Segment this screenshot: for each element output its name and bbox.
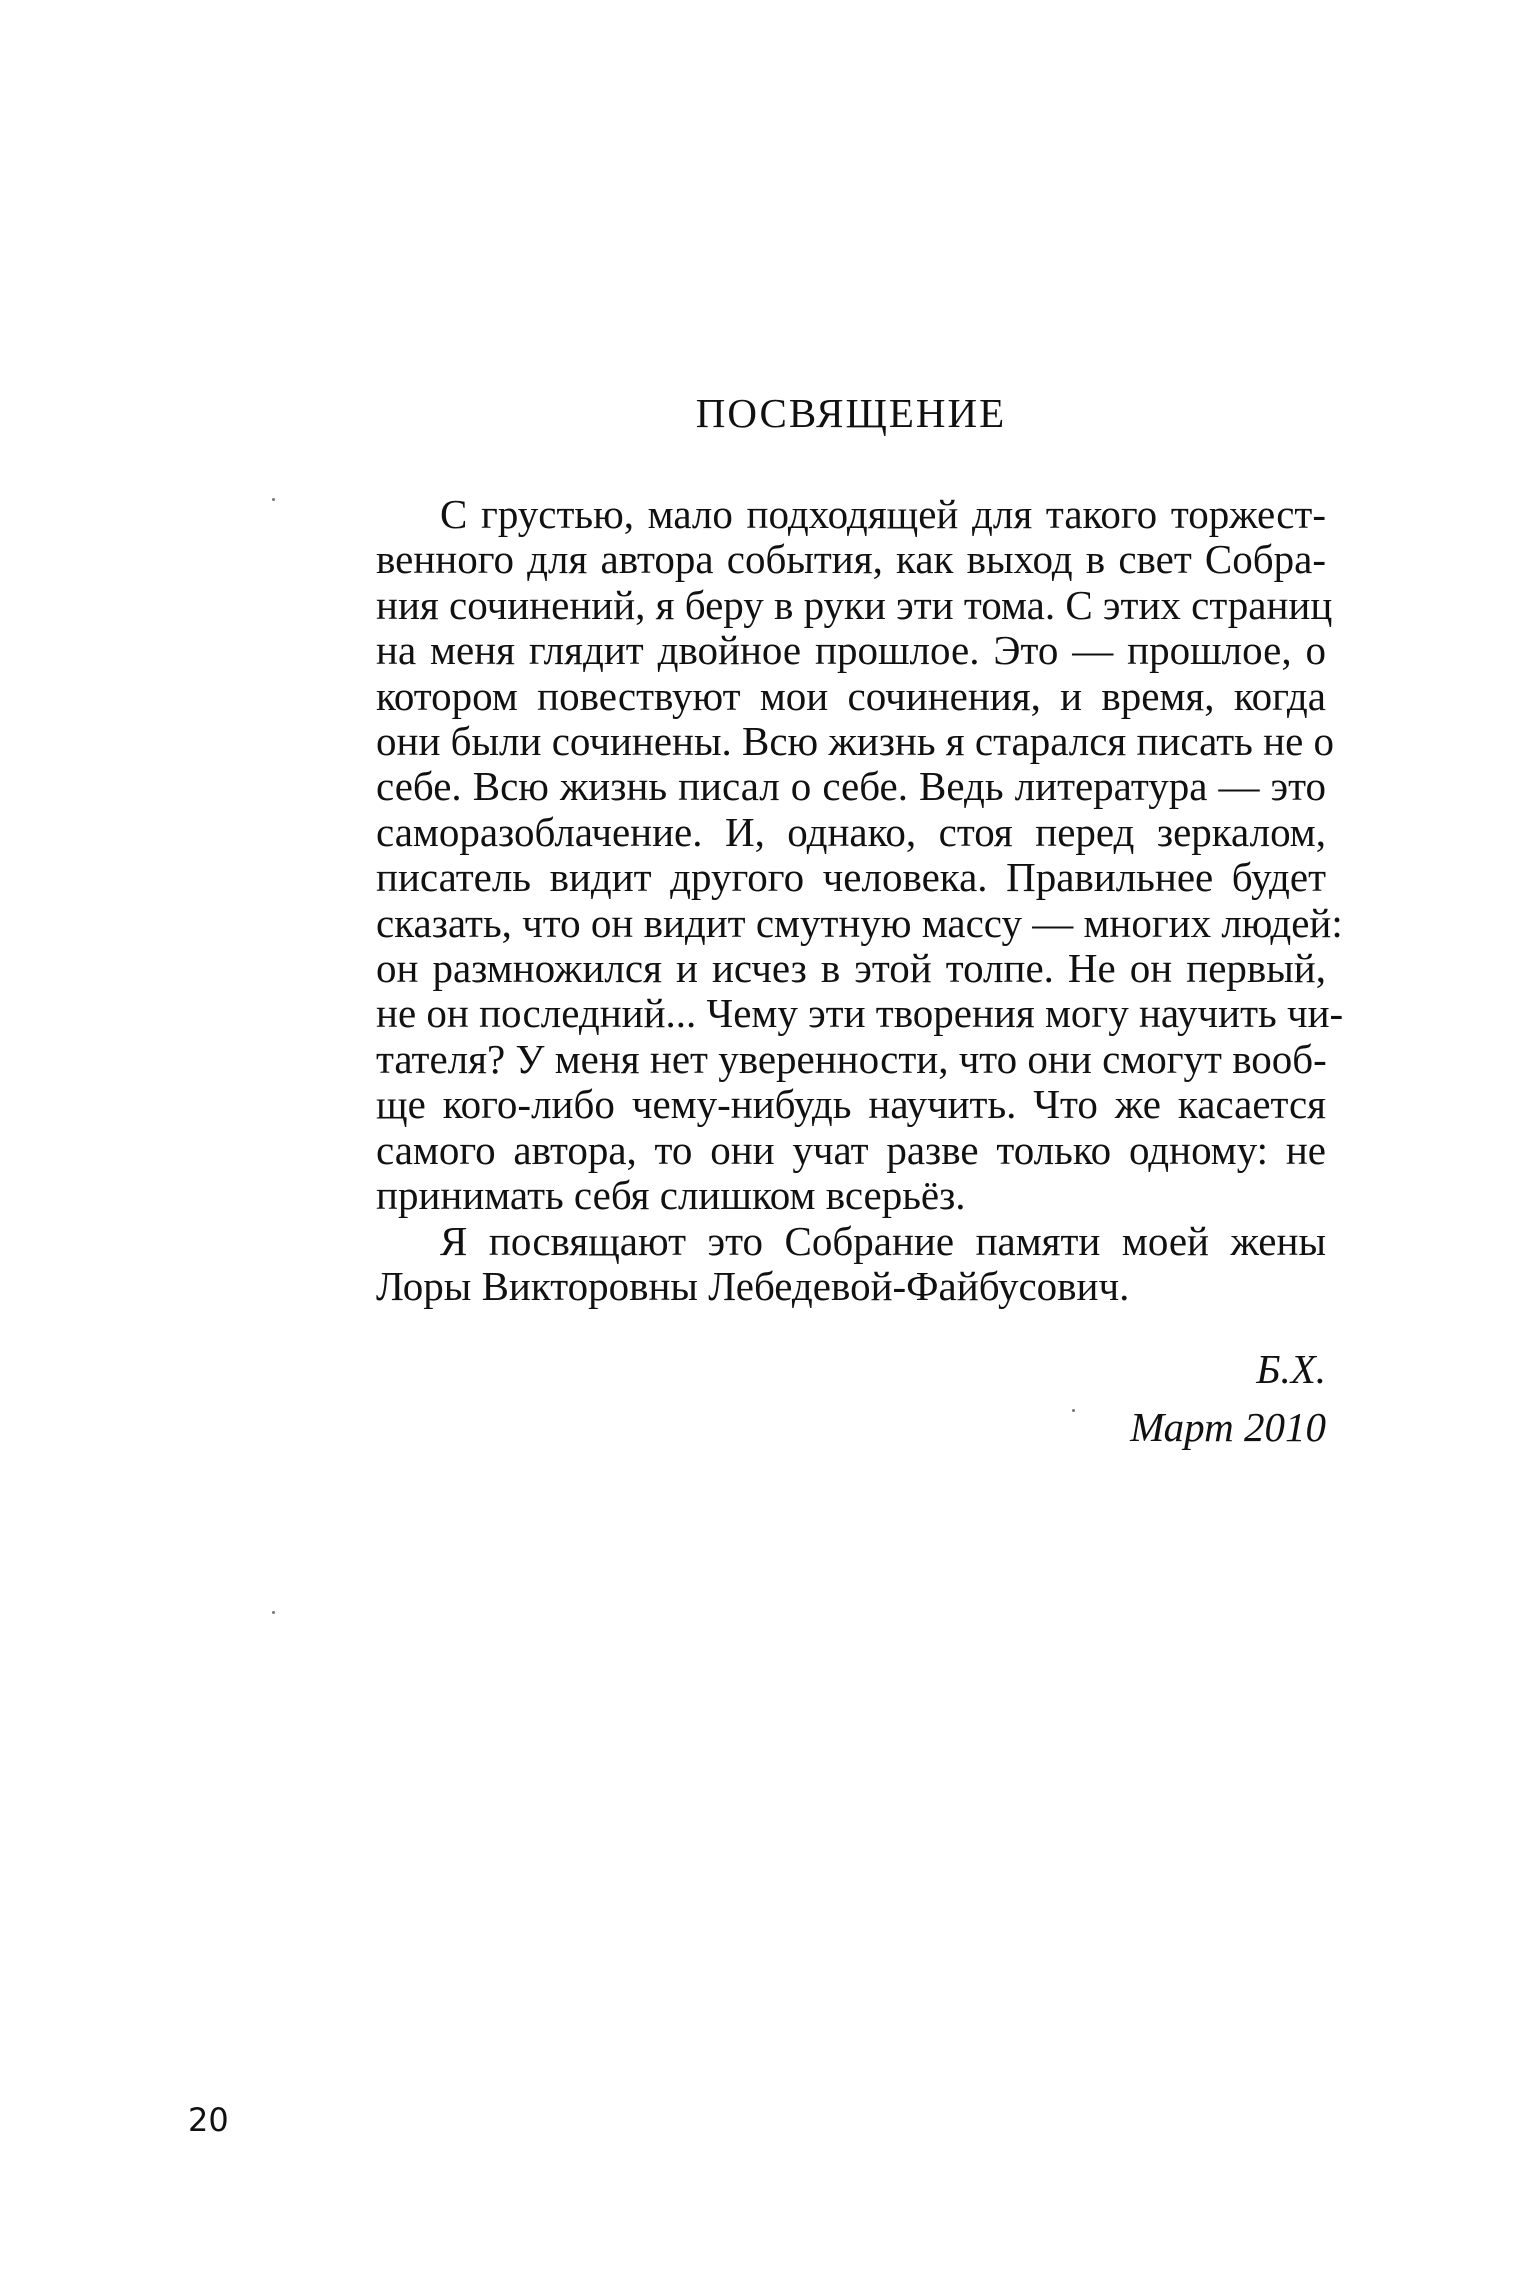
- text-line: писатель видит другого человека. Правильнее будет: [376, 854, 1326, 901]
- text-line: сказать, что он видит смутную массу — многих людей:: [376, 899, 1343, 946]
- author-initials: Б.Х.: [1256, 1346, 1326, 1392]
- page-title: ПОСВЯЩЕНИЕ: [695, 390, 1007, 436]
- text-line: Лоры Викторовны Лебедевой-Файбусович.: [376, 1262, 1130, 1309]
- text-line: ще кого-либо чему-нибудь научить. Что же касается: [376, 1081, 1326, 1128]
- text-line: принимать себя слишком всерьёз.: [376, 1172, 966, 1219]
- dedication-text: [376, 491, 1344, 1309]
- text-line: С грустью, мало подходящей для такого торжест-: [440, 491, 1326, 537]
- text-line: венного для автора события, как выход в свет Собра-: [376, 536, 1326, 583]
- scan-speck: [272, 1611, 275, 1614]
- text-line: тателя? У меня нет уверенности, что они смогут вооб-: [376, 1035, 1327, 1082]
- signature-block: [1130, 1340, 1326, 1456]
- scan-speck: [1072, 1409, 1075, 1412]
- text-line: не он последний... Чему эти творения могу научить чи-: [376, 990, 1344, 1037]
- text-line: саморазоблачение. И, однако, стоя перед зеркалом,: [376, 808, 1326, 855]
- text-line: самого автора, то они учат разве только одному: не: [376, 1126, 1326, 1173]
- text-line: котором повествуют мои сочинения, и время, когда: [376, 672, 1326, 719]
- text-line: на меня глядит двойное прошлое. Это — прошлое, о: [376, 627, 1326, 674]
- text-line: ния сочинений, я беру в руки эти тома. С этих страниц: [376, 581, 1333, 628]
- text-line: себе. Всю жизнь писал о себе. Ведь литература — это: [376, 763, 1326, 810]
- scan-speck: [272, 498, 275, 501]
- text-line: Я посвящают это Собрание памяти моей жены: [440, 1217, 1326, 1264]
- text-line: они были сочинены. Всю жизнь я старался писать не о: [376, 718, 1335, 765]
- signature-date: Март 2010: [1130, 1404, 1326, 1450]
- page-number: 20: [188, 2101, 229, 2139]
- text-line: он размножился и исчез в этой толпе. Не он первый,: [376, 945, 1326, 992]
